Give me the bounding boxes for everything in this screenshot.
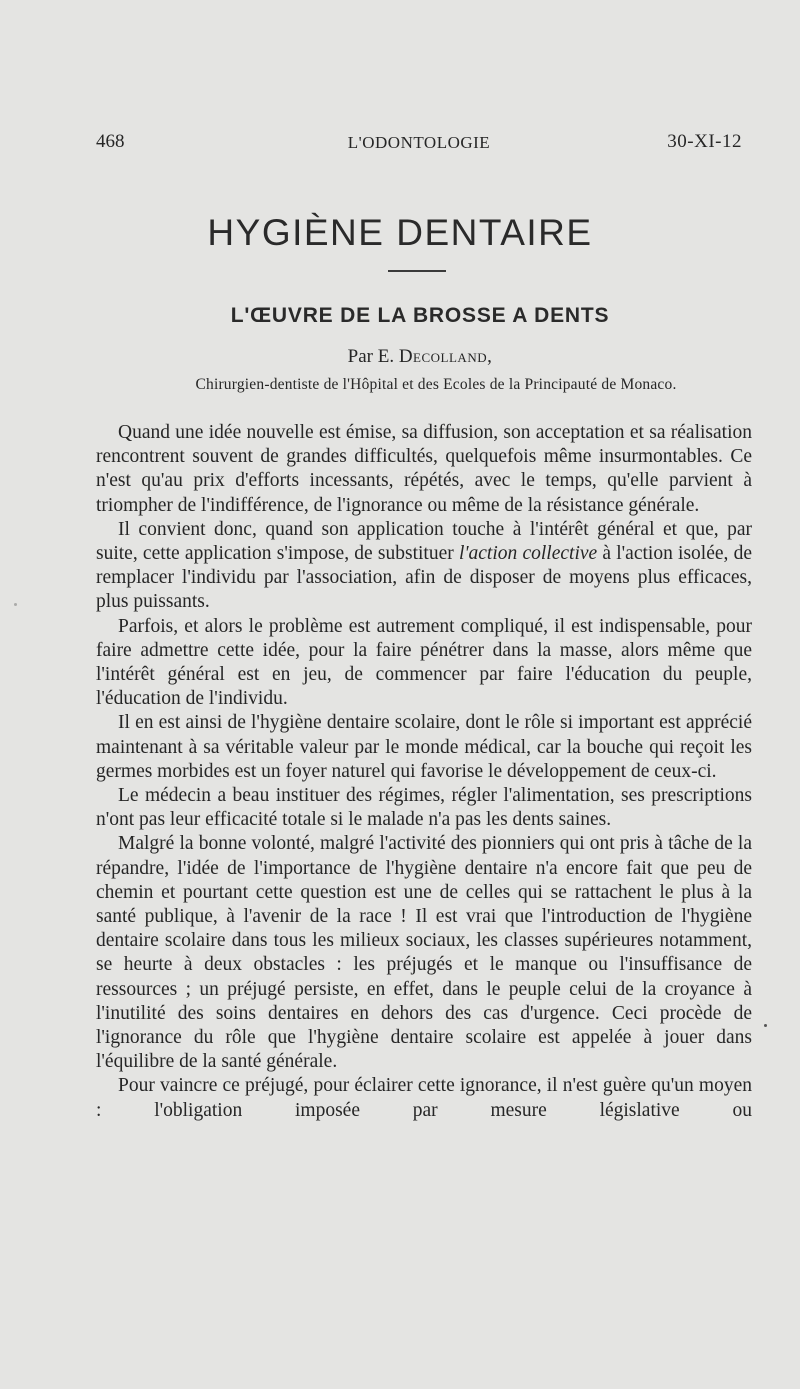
byline: [0, 346, 800, 368]
paper-speck: [764, 1024, 767, 1027]
author-affiliation: Chirurgien-dentiste de l'Hôpital et des Ecoles de la Principauté de Monaco.: [195, 376, 677, 393]
author-name: Decolland,: [398, 346, 493, 367]
paragraph-2-text-a: Il convient donc, quand son application touche à l'intérêt général et que, par suite, cette application s'impose, de substituer: [96, 518, 752, 565]
title-divider: [388, 270, 446, 272]
article-title: L'ŒUVRE DE LA BROSSE A DENTS: [230, 304, 610, 327]
byline-prefix: Par E.: [347, 346, 395, 367]
running-header: [96, 131, 742, 157]
paragraph-3: Parfois, et alors le problème est autrement compliqué, il est indispensable, pour faire admettre cette idée, pour la faire pénétrer dans la masse, alors même que l'intérêt général est en jeu, de commencer par faire l'éducation du peuple, l'éducation de l'individu.: [96, 615, 752, 710]
paragraph-2: [96, 518, 752, 615]
section-title: HYGIÈNE DENTAIRE: [207, 212, 593, 253]
page-number: 468: [96, 131, 125, 152]
paragraph-7: Pour vaincre ce préjugé, pour éclairer cette ignorance, il n'est guère qu'un moyen : l'obligation imposée par mesure législative ou: [96, 1075, 752, 1121]
paragraph-2-emphasis: l'action collective: [458, 543, 598, 565]
issue-date: 30-XI-12: [667, 131, 742, 152]
paragraph-2-text-b: à l'action isolée, de remplacer l'individu par l'association, afin de disposer de moyens plus efficaces, plus puissants.: [96, 543, 752, 613]
journal-title: L'ODONTOLOGIE: [347, 133, 491, 152]
paragraph-1: Quand une idée nouvelle est émise, sa diffusion, son acceptation et sa réalisation rencontrent souvent de grandes difficultés, quelquefois même insurmontables. Ce n'est qu'au prix d'efforts incessants, répétés, avec le temps, qu'elle parvient à triompher de l'indifférence, de l'ignorance ou même de la résistance générale.: [96, 422, 752, 516]
paragraph-6: Malgré la bonne volonté, malgré l'activité des pionniers qui ont pris à tâche de la répandre, l'idée de l'importance de l'hygiène dentaire n'a encore fait que peu de chemin et pourtant cette question est une de celles qui se rattachent le plus à la santé publique, à l'avenir de la race ! Il est vrai que l'introduction de l'hygiène dentaire scolaire dans tous les milieux sociaux, les classes supérieures notamment, se heurte à deux obstacles : les préjugés et le manque ou l'insuffisance de ressources ; un préjugé persiste, en effet, dans le peuple celui de la croyance à l'inutilité des soins dentaires en dehors des cas d'urgence. Ceci procède de l'ignorance du rôle que l'hygiène dentaire scolaire est appelée à jouer dans l'équilibre de la santé générale.: [96, 833, 752, 1073]
paragraph-4: Il en est ainsi de l'hygiène dentaire scolaire, dont le rôle si important est apprécié maintenant à sa véritable valeur par le monde médical, car la bouche qui reçoit les germes morbides est un foyer naturel qui favorise le développement de ceux-ci.: [96, 712, 752, 782]
article-body: [96, 421, 752, 1123]
paper-speck: [14, 603, 17, 606]
paragraph-5: Le médecin a beau instituer des régimes, régler l'alimentation, ses prescriptions n'ont pas leur efficacité totale si le malade n'a pas les dents saines.: [96, 785, 752, 831]
